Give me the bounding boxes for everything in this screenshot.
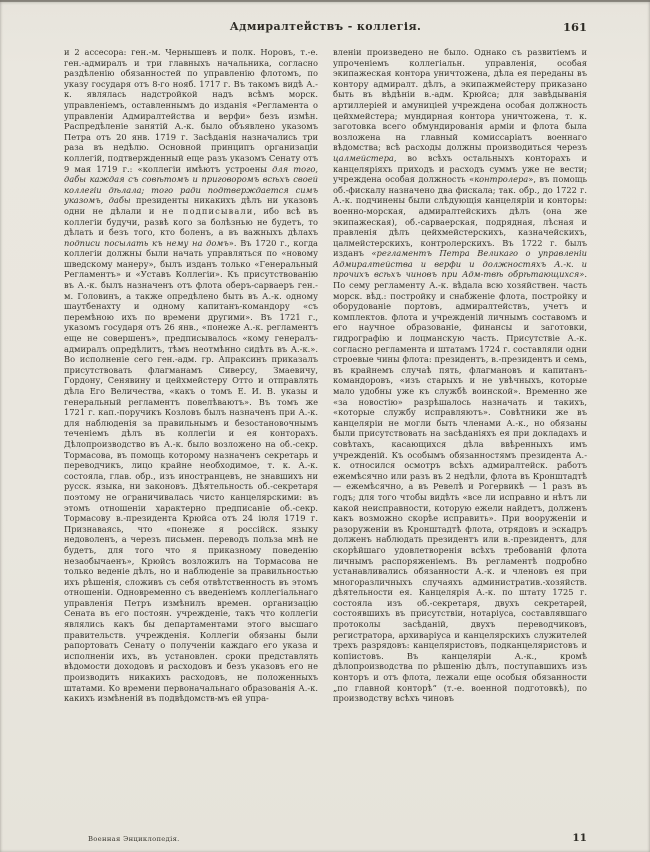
article-body bbox=[64, 47, 587, 823]
text-segment: и 2 ассесора: ген.-м. Чернышевъ и полк. Норовъ, т.-е. ген.-адмиралъ и три главныхъ начальника, согласно раздѣленію обязанностей по управленію флотомъ, по указу государя отъ 8-го нояб. 1717 г. Въ такомъ видѣ А.-к. являлась надстройкой надъ всѣмъ морск. управленіемъ, оставленнымъ до изданія «Регламента о управленіи Адмиралтейства и верфи» безъ измѣн. Распредѣленіе занятій А.-к. было объявлено указомъ Петра отъ 20 янв. 1719 г. Засѣданія назначались три раза въ недѣлю. Основной принципъ организаціи коллегій, подтвержденный еще разъ указомъ Сенату отъ 9 мая 1719 г.: «коллегіи имѣютъ устроены bbox=[64, 47, 318, 174]
signature-number: 11 bbox=[572, 832, 587, 844]
text-segment: «регламентъ Петра Великаго о управленіи Адмиралтейства и верфи и должностяхъ А.-к. и прочихъ всѣхъ чиновъ при Адм-твѣ обрѣтающихся» bbox=[333, 248, 587, 280]
right-column bbox=[333, 47, 587, 823]
text-segment: цалмейстера bbox=[333, 152, 394, 163]
text-segment: контролера bbox=[474, 174, 529, 185]
imprint: Военная Энциклопедія. bbox=[88, 835, 180, 843]
page-number: 161 bbox=[562, 20, 587, 34]
text-segment: вленіи произведено не было. Однако съ развитіемъ и упроченіемъ коллегіальн. управленія, особая экипажеская контора уничтожена, дѣла ея переданы въ контору адмиралт. дѣлъ, а экипажмейстеру приказано быть въ вѣдѣніи в.-адм. Крюйса; для завѣдыванія артиллеріей и амуниціей учреждена особая должность цейхмейстера; мундирная контора уничтожена, т. к. заготовка всего обмундированія арміи и флота была возложена на главный комиссаріатъ военнаго вѣдомства; всѣ расходы должны производиться черезъ bbox=[333, 47, 587, 153]
left-column bbox=[64, 47, 318, 823]
text-segment: не подписывали bbox=[161, 205, 254, 216]
text-segment: , ибо всѣ въ коллегіи будучи, развѣ кого за болѣзнью не будетъ, то дѣлать и безъ того, кто боленъ, а въ важныхъ дѣлахъ bbox=[64, 205, 318, 238]
running-title: Адмиралтействъ - коллегія. bbox=[229, 20, 422, 33]
text-segment: ». Въ 1720 г., когда коллегіи должны были начать управляться по «новому шведскому манеру», былъ изданъ только «Генеральный Регламентъ» и «Уставъ Коллегіи». Къ присутствованію въ А.-к. былъ назначенъ отъ флота оберъ-сарваеръ ген.-м. Головинъ, а также опредѣлено быть въ А.-к. одному шаутбенахту и одному капитанъ-командору «съ перемѣною ихъ по времени другими». Въ 1721 г., указомъ государя отъ 26 янв., «понеже А.-к. регламентъ еще не совершенъ», предписывалось «кому генералъ-адмиралъ опредѣлитъ, тѣмъ неотмѣнно сидѣть въ А.-к.». Во исполненіе сего ген.-адм. гр. Апраксинъ приказалъ присутствовать флагманамъ Сиверсу, Змаевичу, Гордону, Сенявину и цейхмейстеру Отто и отправлять дѣла Его Величества, «какъ о томъ Е. И. В. указы и генеральный регламентъ повелѣваютъ». Въ томъ же 1721 г. кап.-поручикъ Козловъ былъ назначенъ при А.-к. для наблюденія за правильнымъ и безостановочнымъ теченіемъ дѣлъ въ коллегіи и ея конторахъ. Дѣлопроизводство въ А.-к. было возложено на об.-секр. Тормасова, въ помощь которому назначенъ секретарь и переводчикъ, лицо крайне необходимое, т. к. А.-к. состояла, глав. обр., изъ иностранцевъ, не знавшихъ ни русск. языка, ни законовъ. Дѣятельность об.-секретаря поэтому не ограничивалась чисто канцелярскими: въ этомъ отношеніи характерно предписаніе об.-секр. Тормасову в.-президента Крюйса отъ 24 іюля 1719 г. Признаваясь, что «понеже я россійск. языку недоволенъ, а черезъ письмен. переводъ польза мнѣ не будетъ, для того что я приказному поведенію незаобычаенъ», Крюйсъ возложилъ на Тормасова не только веденіе дѣлъ, но и наблюденіе за правильностью ихъ рѣшенія, сложивъ съ себя отвѣтственность въ этомъ отношеніи. Одновременно съ введеніемъ коллегіальнаго управленія Петръ измѣнилъ времен. организацію Сената въ его постоян. учрежденіе, такъ что коллегіи являлись какъ бы департаментами этого высшаго правительств. учрежденія. Коллегіи обязаны были рапортовать Сенату о полученіи каждаго его указа и исполненіи ихъ, въ установлен. сроки представлять вѣдомости доходовъ и расходовъ и безъ указовъ его не производить никакихъ расходовъ, не положенныхъ штатами. Ко времени первоначальнаго образованія А.-к. какихъ измѣненій въ подвѣдомств-мъ ей упра- bbox=[64, 237, 318, 704]
text-segment: . По сему регламенту А.-к. вѣдала всю хозяйствен. часть морск. вѣд.: постройку и снабженіе флота, постройку и оборудованіе портовъ, адмиралтействъ, учетъ и комплектов. флота и учрежденій личнымъ составомъ и его научное образованіе, финансы и заготовки, гидрографію и лоцманскую часть. Присутствіе А.-к. согласно регламента и штатамъ 1724 г. составляли одни строевые чины флота: президентъ, в.-президентъ и семь, въ крайнемъ случаѣ пять, флагмановъ и капитанъ-командоровъ, «изъ старыхъ и не увѣчныхъ, которые мало удобны уже къ службѣ воинской». Временно же «за новостію» разрѣшалось назначать и такихъ, «которые службу исправляютъ». Совѣтники же въ канцеляріи не могли быть членами А.-к., но обязаны были присутствовать на засѣданіяхъ ея при докладахъ и совѣтахъ, касающихся дѣла ввѣренныхъ имъ учрежденій. Къ особымъ обязанностямъ президента А.-к. относился осмотръ всѣхъ адмиралтейск. работъ ежемѣсячно или разъ въ 2 недѣли, флота въ Кронштадтѣ — ежемѣсячно, а въ Ревелѣ и Рогервикѣ — 1 разъ въ годъ; для того чтобы видѣть «все ли исправно и нѣтъ ли какой неисправности, которую ежели найдетъ, долженъ какъ возможно скорѣе исправить». При вооруженіи и разоруженіи въ Кронштадтѣ флота, отрядовъ и эскадръ долженъ наблюдать президентъ или в.-президентъ, для скорѣйшаго удовлетворенія всѣхъ требованій флота личнымъ распоряженіемъ. Въ регламентѣ подробно устанавливались обязанности А.-к. и членовъ ея при многоразличныхъ случаяхъ административ.-хозяйств. дѣятельности ея. Канцелярія А.-к. по штату 1725 г. состояла изъ об.-секретаря, двухъ секретарей, состоявшихъ въ присутствіи, нотаріуса, составлявшаго протоколы засѣданій, двухъ переводчиковъ, регистратора, архиваріуса и канцелярскихъ служителей трехъ разрядовъ: канцеляристовъ, подканцеляристовъ и копіистовъ. Въ канцеляріи А.-к., кромѣ дѣлопроизводства по рѣшенію дѣлъ, поступавшихъ изъ конторъ и отъ флота, лежали еще особыя обязанности „по главной конторѣ“ (т.-е. военной подготовкѣ), по производству всѣхъ чиновъ bbox=[333, 269, 587, 704]
page-header bbox=[64, 20, 587, 38]
text-segment: президенты никакихъ дѣлъ ни указовъ одни не дѣлали и bbox=[64, 195, 318, 216]
page-footer bbox=[64, 832, 587, 844]
text-segment: », въ помощь об.-фискалу назначено два фискала; так. обр., до 1722 г. А.-к. подчинены были слѣдующія канцеляріи и конторы: военно-морская, адмиралтейскихъ дѣлъ (она же экипажеская), об.-сарваерская, подрядная, лѣсная и правленія дѣлъ цейхмейстерскихъ, казначейскихъ, цалмейстерскихъ, контролерскихъ. Въ 1722 г. былъ изданъ bbox=[333, 174, 587, 259]
text-segment: для того, дабы каждая съ совѣтомъ и приговоромъ всѣхъ своей коллегіи дѣлала; того ради подтверждается симъ указомъ, дабы bbox=[64, 163, 318, 206]
text-segment: подписи посылать къ нему на домъ bbox=[64, 237, 229, 248]
text-segment: , во всѣхъ остальныхъ конторахъ и канцеляріяхъ приходъ и расходъ суммъ уже не вести; учреждена особая должность « bbox=[333, 152, 587, 185]
